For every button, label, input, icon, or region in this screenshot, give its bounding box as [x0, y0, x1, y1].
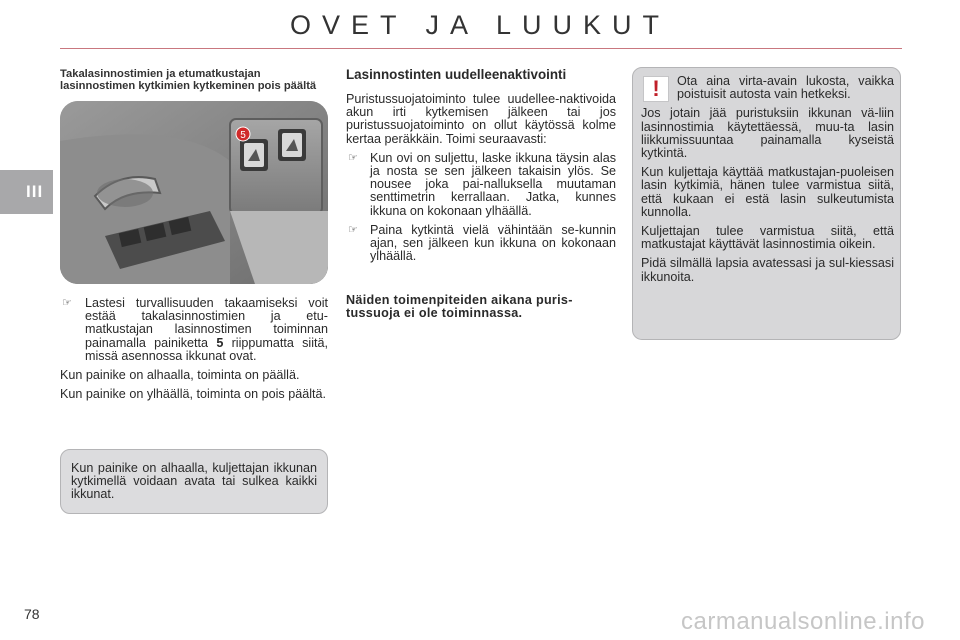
paragraph: Kun painike on ylhäällä, toiminta on pois päältä. — [60, 387, 327, 402]
callout-number: 5 — [240, 130, 246, 141]
pointing-hand-icon: ☞ — [348, 151, 358, 164]
bullet-text: Paina kytkintä vielä vähintään se-kunnin ajan, sen jälkeen kun ikkuna on kokonaan ylhäällä. — [370, 222, 616, 264]
bullet-text-before: Lastesi turvallisuuden takaamiseksi voit estää takalasinnostimien ja etu-matkustajan lasinnostimen toiminnan painamalla painiketta — [85, 296, 328, 350]
column2-body — [346, 93, 616, 269]
paragraph: Kun kuljettaja käyttää matkustajan-puoleisen lasin kytkimiä, hänen tulee varmistua siitä, että kukaan ei estä lasin sulkeutumista kunnolla. — [641, 165, 894, 219]
bullet-text-after: riippumatta siitä, missä asennossa ikkunat ovat. — [85, 335, 329, 363]
warning-body — [641, 75, 894, 290]
button-number: 5 — [216, 335, 224, 350]
list-item — [346, 152, 616, 218]
section-tab — [0, 170, 53, 214]
list-item — [60, 297, 328, 363]
paragraph: Pidä silmällä lapsia avatessasi ja sul-kiessasi ikkunoita. — [641, 256, 894, 284]
paragraph: Jos jotain jää puristuksiin ikkunan vä-liin lasinnostimia käytettäessä, muu-ta lasin liikkumissuuntaa painamalla kyseistä kytkintä. — [641, 106, 894, 161]
exclamation-icon: ! — [643, 76, 669, 102]
paragraph: Puristussuojatoiminto tulee uudellee-naktivoida akun irti kytkemisen jälkeen tai jos puristussuojatoiminto on ollut käytössä kolme kertaa peräkkäin. Toimi seuraavasti: — [346, 92, 616, 146]
section-heading: Lasinnostinten uudelleenaktivointi — [346, 67, 567, 82]
warning-text: Näiden toimenpiteiden aikana puris-tussuoja ei ole toiminnassa. — [346, 293, 573, 321]
page-number: 78 — [24, 606, 40, 622]
pointing-hand-icon: ☞ — [62, 297, 72, 309]
warning-box — [632, 67, 901, 340]
paragraph: Ota aina virta-avain lukosta, vaikka poistuisit autosta vain hetkeksi. — [677, 74, 894, 102]
column1-body — [60, 297, 328, 407]
title-divider — [60, 48, 902, 49]
section-tab-label: III — [26, 182, 44, 201]
note-box: Kun painike on alhaalla, kuljettajan ikkunan kytkimellä voidaan avata tai sulkea kaikki ikkunat. — [60, 449, 328, 514]
watermark: carmanualsonline.info — [681, 608, 925, 635]
bullet-text: Kun ovi on suljettu, laske ikkuna täysin alas ja nosta se sen jälkeen takaisin ylös. Se nousee joka pai-nalluksella muutaman senttimetrin kerrallaan. Jatka, kunnes ikkuna on kokonaan ylhäällä. — [370, 150, 616, 218]
list-item — [346, 224, 616, 264]
paragraph: Kuljettajan tulee varmistua siitä, että matkustajat käyttävät lasinnostimia oikein. — [641, 224, 894, 252]
door-switch-photo — [60, 101, 328, 284]
paragraph: Kun painike on alhaalla, toiminta on päällä. — [60, 368, 300, 383]
pointing-hand-icon: ☞ — [348, 223, 358, 236]
chapter-title: OVET JA LUUKUT — [289, 10, 671, 40]
section-subtitle: Takalasinnostimien ja etumatkustajan lasinnostimen kytkimien kytkeminen pois päältä — [60, 68, 317, 92]
